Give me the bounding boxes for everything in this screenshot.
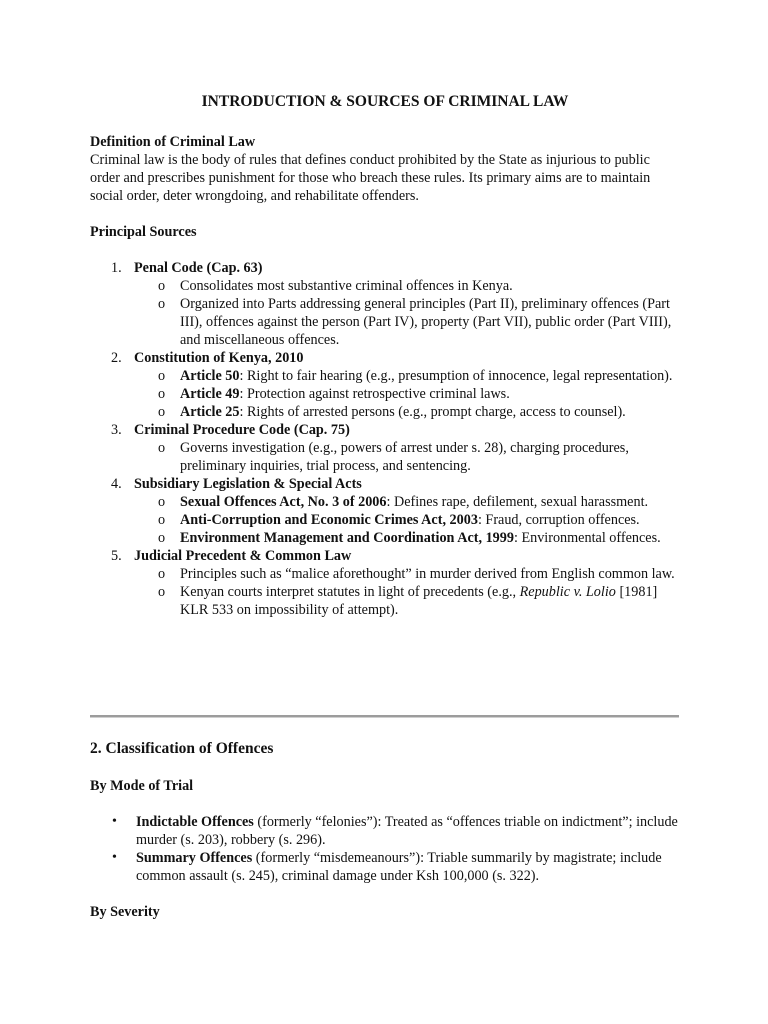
source-sublist (134, 439, 680, 475)
list-item: • Summary Offences (formerly “misdemeanours”): Triable summarily by magistrate; include common assault (s. 245), criminal damage under Ksh 100,000 (s. 322). (112, 850, 662, 884)
circle-bullet-icon: o (158, 368, 166, 384)
circle-bullet-icon: o (158, 404, 166, 420)
definition-heading: Definition of Criminal Law (90, 134, 256, 150)
source-title: Criminal Procedure Code (Cap. 75) (134, 422, 350, 438)
source-sublist (134, 493, 680, 547)
source-title: Constitution of Kenya, 2010 (134, 350, 304, 366)
source-number: 1. (111, 260, 122, 276)
section-heading: 2. Classification of Offences (90, 740, 274, 757)
source-title: Subsidiary Legislation & Special Acts (134, 476, 362, 492)
sub-item: o Article 50: Right to fair hearing (e.g., presumption of innocence, legal representation). (158, 368, 673, 384)
sub-item: o Governs investigation (e.g., powers of arrest under s. 28), charging procedures, preliminary inquiries, trial process, and sentencing. (158, 440, 629, 474)
page-title: INTRODUCTION & SOURCES OF CRIMINAL LAW (201, 93, 569, 110)
source-number: 3. (111, 422, 122, 438)
case-citation: Republic v. Lolio (519, 584, 616, 600)
definition-body: Criminal law is the body of rules that defines conduct prohibited by the State as injurious to public order and prescribes punishment for those who breach these rules. Its primary aims are to maintain social order, deter wrongdoing, and rehabilitate offenders. (90, 152, 651, 204)
circle-bullet-icon: o (158, 584, 166, 600)
document-body (90, 92, 680, 619)
circle-bullet-icon: o (158, 512, 166, 528)
sub-item: o Consolidates most substantive criminal offences in Kenya. (158, 278, 513, 294)
circle-bullet-icon: o (158, 566, 166, 582)
by-severity-heading: By Severity (90, 904, 160, 920)
mode-of-trial-heading: By Mode of Trial (90, 778, 194, 794)
source-item (111, 259, 680, 349)
horizontal-divider (90, 715, 679, 718)
sub-item: o Article 49: Protection against retrospective criminal laws. (158, 386, 510, 402)
bullet-icon: • (112, 814, 117, 829)
source-item (111, 349, 680, 421)
sub-item: o Organized into Parts addressing general principles (Part II), preliminary offences (Part III), offences against the person (Part IV), property (Part VII), public order (Part VIII), and miscellaneous offences. (158, 296, 672, 348)
bullet-icon: • (112, 850, 117, 865)
source-number: 4. (111, 476, 122, 492)
source-sublist (134, 565, 680, 619)
source-sublist (134, 277, 680, 349)
source-sublist (134, 367, 680, 421)
source-title: Penal Code (Cap. 63) (134, 260, 263, 276)
section-classification (90, 738, 680, 921)
circle-bullet-icon: o (158, 530, 166, 546)
sub-item: o Kenyan courts interpret statutes in light of precedents (e.g., Republic v. Lolio [1981] KLR 533 on impossibility of attempt). (158, 584, 658, 618)
source-title: Judicial Precedent & Common Law (134, 548, 352, 564)
sub-item: o Article 25: Rights of arrested persons (e.g., prompt charge, access to counsel). (158, 404, 626, 420)
list-item: • Indictable Offences (formerly “felonies”): Treated as “offences triable on indictment”; include murder (s. 203), robbery (s. 296). (112, 814, 678, 848)
mode-of-trial-list (90, 813, 680, 885)
source-number: 2. (111, 350, 122, 366)
circle-bullet-icon: o (158, 386, 166, 402)
source-item (111, 421, 680, 475)
source-item (111, 547, 680, 619)
sub-item: o Anti-Corruption and Economic Crimes Act, 2003: Fraud, corruption offences. (158, 512, 640, 528)
sub-item: o Principles such as “malice aforethought” in murder derived from English common law. (158, 566, 675, 582)
circle-bullet-icon: o (158, 494, 166, 510)
sub-item: o Sexual Offences Act, No. 3 of 2006: Defines rape, defilement, sexual harassment. (158, 494, 649, 510)
circle-bullet-icon: o (158, 296, 166, 312)
source-number: 5. (111, 548, 122, 564)
circle-bullet-icon: o (158, 440, 166, 456)
source-item (111, 475, 680, 547)
principal-sources-list (90, 259, 680, 619)
principal-sources-heading: Principal Sources (90, 224, 197, 240)
circle-bullet-icon: o (158, 278, 166, 294)
sub-item: o Environment Management and Coordination Act, 1999: Environmental offences. (158, 530, 661, 546)
